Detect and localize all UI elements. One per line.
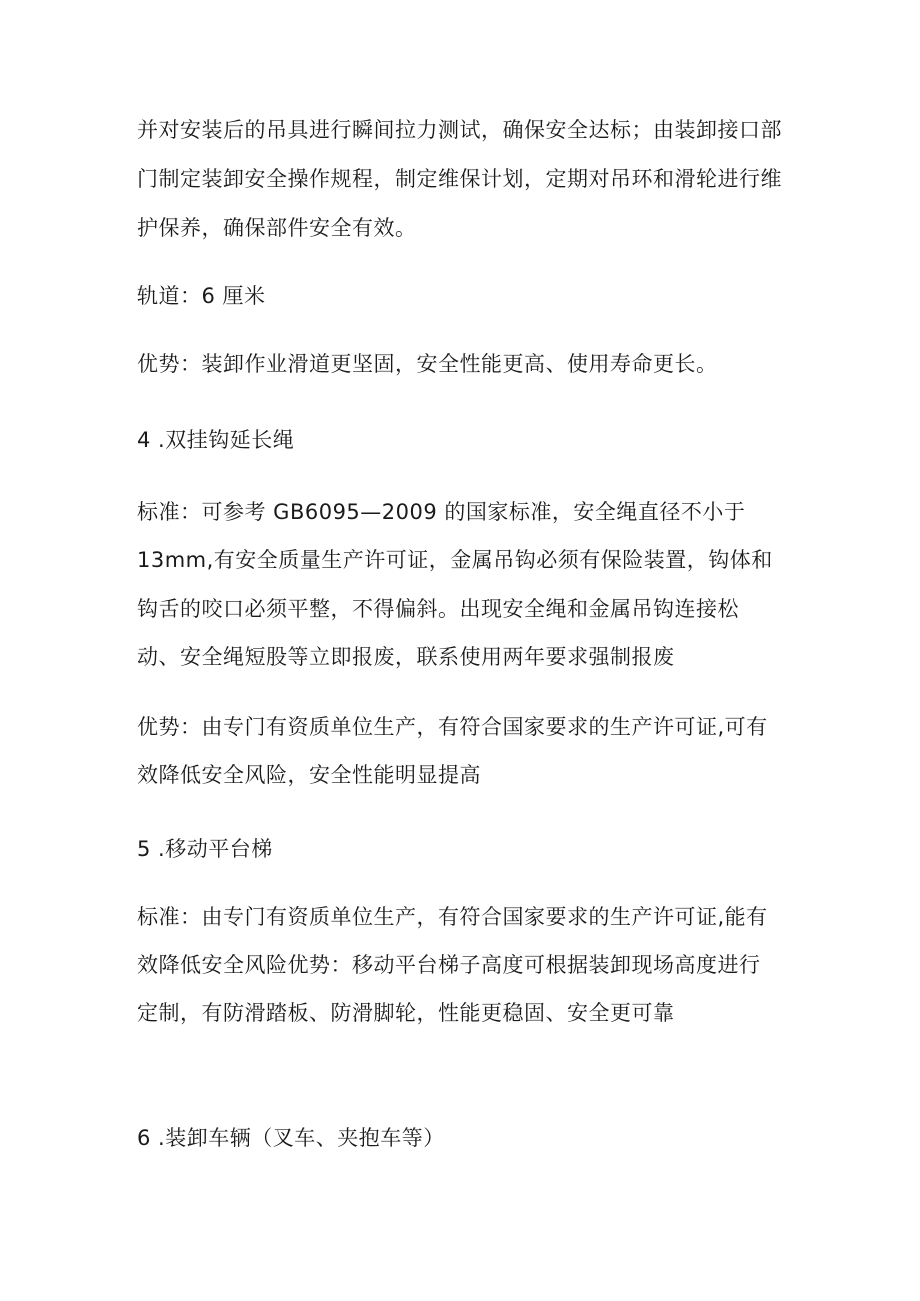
section-heading-6: 6 .装卸车辆（叉车、夹抱车等）: [137, 1126, 445, 1150]
track-spec: 轨道：6 厘米: [137, 284, 266, 308]
text-line: 钩舌的咬口必须平整，不得偏斜。出现安全绳和金属吊钩连接松: [137, 597, 739, 621]
text-line: 动、安全绳短股等立即报废，联系使用两年要求强制报废: [137, 645, 675, 669]
text-line: 效降低安全风险，安全性能明显提高: [137, 763, 481, 787]
text-line: 优势：由专门有资质单位生产，有符合国家要求的生产许可证,可有: [137, 715, 768, 739]
advantage-text: 优势：装卸作业滑道更坚固，安全性能更高、使用寿命更长。: [137, 352, 718, 376]
text-line: 定制，有防滑踏板、防滑脚轮，性能更稳固、安全更可靠: [137, 1001, 675, 1025]
section-heading-5: 5 .移动平台梯: [137, 837, 273, 861]
text-line: 并对安装后的吊具进行瞬间拉力测试，确保安全达标；由装卸接口部: [137, 118, 782, 142]
text-line: 标准：由专门有资质单位生产，有符合国家要求的生产许可证,能有: [137, 905, 768, 929]
text-line: 门制定装卸安全操作规程，制定维保计划，定期对吊环和滑轮进行维: [137, 167, 782, 191]
section-heading-4: 4 .双挂钩延长绳: [137, 428, 295, 452]
text-line: 标准：可参考 GB6095—2009 的国家标准，安全绳直径不小于: [137, 500, 746, 524]
text-line: 13mm,有安全质量生产许可证，金属吊钩必须有保险装置，钩体和: [137, 548, 773, 572]
text-line: 护保养，确保部件安全有效。: [137, 216, 417, 240]
text-line: 效降低安全风险优势：移动平台梯子高度可根据装卸现场高度进行: [137, 953, 761, 977]
